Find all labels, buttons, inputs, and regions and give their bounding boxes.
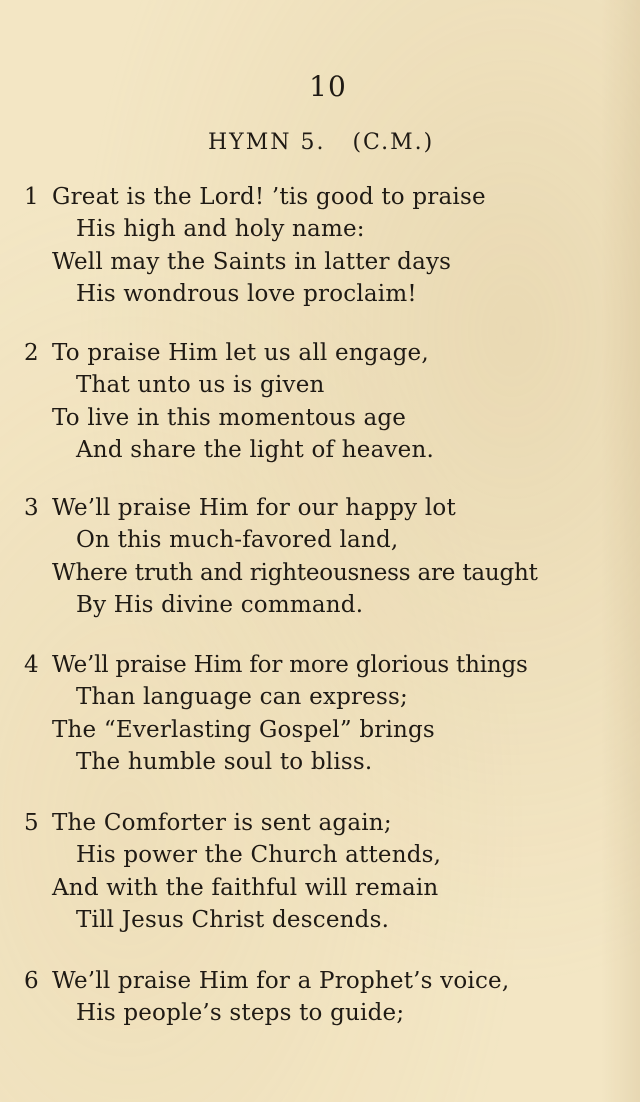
stanza-number: 1 (24, 184, 39, 210)
stanza-line: To praise Him let us all engage, (52, 340, 429, 366)
stanza-number: 4 (24, 652, 39, 678)
stanza-number: 2 (24, 340, 39, 366)
stanza-line: We’ll praise Him for a Prophet’s voice, (52, 968, 510, 994)
stanza-line: We’ll praise Him for more glorious things (52, 652, 528, 678)
stanza-line: His people’s steps to guide; (76, 1000, 405, 1026)
stanza-line: We’ll praise Him for our happy lot (52, 495, 456, 521)
stanza-line: The “Everlasting Gospel” brings (52, 717, 435, 743)
stanza-line: And share the light of heaven. (76, 437, 435, 463)
hymn-title: HYMN 5. (C.M.) (208, 130, 435, 155)
stanza-line: Than language can express; (76, 684, 408, 710)
stanza-number: 6 (24, 968, 39, 994)
stanza-line: Well may the Saints in latter days (52, 249, 452, 275)
stanza-line: To live in this momentous age (52, 405, 407, 431)
stanza-line: On this much-favored land, (76, 527, 399, 553)
stanza-line: Till Jesus Christ descends. (76, 907, 390, 933)
stanza-line: The humble soul to bliss. (76, 749, 373, 775)
page-number: 10 (309, 70, 347, 103)
stanza-line: And with the faithful will remain (52, 875, 439, 901)
stanza-line: His power the Church attends, (76, 842, 442, 868)
stanza-line: Great is the Lord! ’tis good to praise (52, 184, 486, 210)
stanza-number: 5 (24, 810, 39, 836)
stanza-line: His high and holy name: (76, 216, 365, 242)
stanza-line: By His divine command. (76, 592, 364, 618)
stanza-line: His wondrous love proclaim! (76, 281, 417, 307)
stanza-line: That unto us is given (76, 372, 325, 398)
stanza-number: 3 (24, 495, 39, 521)
stanza-line: The Comforter is sent again; (52, 810, 392, 836)
stanza-line: Where truth and righteousness are taught (52, 560, 538, 586)
